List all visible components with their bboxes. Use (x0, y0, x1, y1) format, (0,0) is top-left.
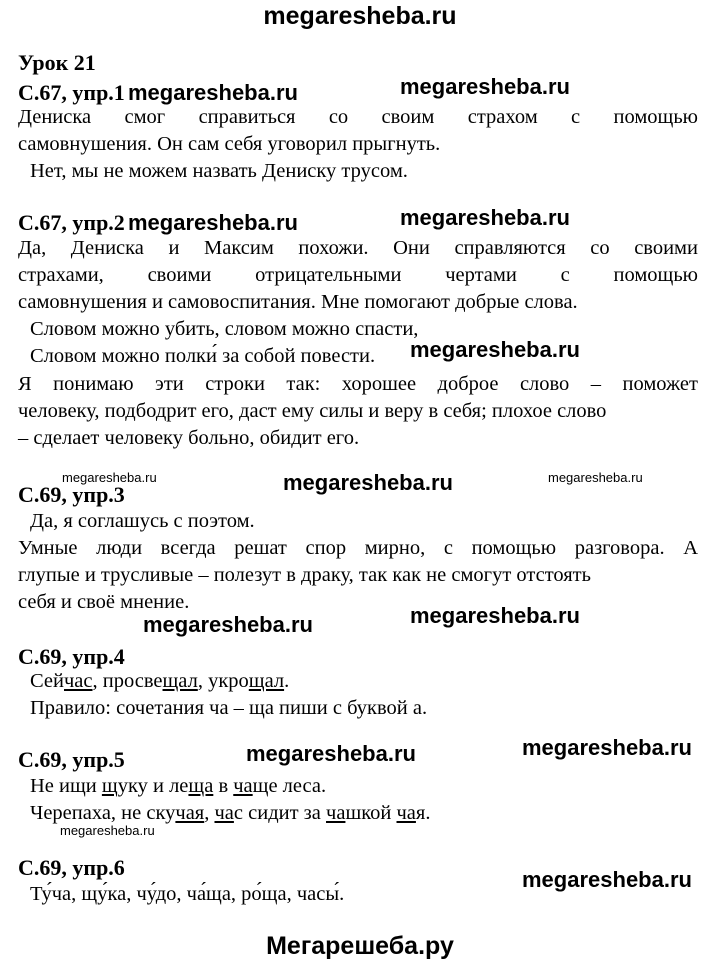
ex5-underlined: ча (396, 802, 416, 824)
ex4-text: , (92, 670, 98, 692)
ex2-line-6 (18, 373, 698, 396)
watermark: megaresheba.ru (522, 867, 692, 892)
ex5-underlined: щ (101, 775, 118, 797)
ex4-text: Сей (30, 670, 64, 692)
ex3-line-2-text: Умные люди всегда решат спор мирно, с помощью разговора. А (18, 537, 698, 559)
ex3-line-3: глупые и трусливые – полезут в драку, так как не смогут отстоять (18, 564, 591, 586)
ex1-line-2: самовнушения. Он сам себя уговорил прыгнуть. (18, 133, 441, 155)
ex5-text: , (204, 802, 215, 824)
ex4-rule: Правило: сочетания ча – ща пиши с буквой а. (30, 697, 428, 719)
ex6-heading: С.69, упр.6 (18, 855, 125, 880)
watermark: megaresheba.ru (400, 205, 570, 230)
lesson-title: Урок 21 (18, 50, 96, 75)
ex2-heading: С.67, упр.2 (18, 210, 125, 235)
watermark: megaresheba.ru (410, 337, 580, 362)
ex2-line-4: Словом можно убить, словом можно спасти, (30, 318, 419, 340)
ex2-line-6-text: Я понимаю эти строки так: хорошее доброе слово – поможет (18, 373, 698, 395)
ex6-line-1: Ту́ча, щу́ка, чу́до, ча́ща, ро́ща, часы́. (30, 883, 345, 905)
ex3-heading: С.69, упр.3 (18, 482, 125, 507)
ex5-heading: С.69, упр.5 (18, 747, 125, 772)
watermark: megaresheba.ru (246, 741, 416, 766)
watermark: megaresheba.ru (60, 823, 155, 838)
ex2-line-2-text: страхами, своими отрицательными чертами с помощью (18, 264, 698, 286)
ex4-underlined: щал (248, 670, 285, 692)
watermark: megaresheba.ru (522, 735, 692, 760)
ex4-text: . (284, 670, 290, 692)
ex5-text: уку и ле (117, 775, 189, 797)
ex4-text: просве (97, 670, 163, 692)
ex2-line-3: самовнушения и самовоспитания. Мне помогают добрые слова. (18, 291, 578, 313)
ex5-underlined: ча (326, 802, 346, 824)
ex4-text: укро (202, 670, 249, 692)
ex3-line-2 (18, 537, 698, 560)
watermark: megaresheba.ru (143, 612, 313, 637)
ex4-underlined: щал (162, 670, 198, 692)
ex5-text: я. (415, 802, 431, 824)
watermark: megaresheba.ru (128, 210, 298, 235)
ex2-line-2 (18, 264, 698, 287)
ex3-line-4: себя и своё мнение. (18, 591, 190, 613)
watermark: megaresheba.ru (400, 74, 570, 99)
watermark: megaresheba.ru (283, 470, 453, 495)
ex5-text: с сидит за (233, 802, 327, 824)
ex2-line-8: – сделает человеку больно, обидит его. (18, 427, 360, 449)
ex1-line-1-text: Дениска смог справиться со своим страхом с помощью (18, 106, 698, 128)
ex3-line-1: Да, я соглашусь с поэтом. (30, 510, 255, 532)
ex4-underlined: час (64, 670, 93, 692)
ex4-text: , (197, 670, 203, 692)
ex5-line-1 (30, 775, 326, 798)
ex2-line-7: человеку, подбодрит его, даст ему силы и веру в себя; плохое слово (18, 400, 607, 422)
ex5-underlined: чая (175, 802, 205, 824)
ex5-text: Черепаха, не ску (30, 802, 176, 824)
watermark: megaresheba.ru (62, 470, 157, 485)
ex4-words-line (30, 670, 289, 693)
ex2-line-1 (18, 237, 698, 260)
site-footer: Мегарешеба.ру (266, 932, 454, 960)
ex4-heading: С.69, упр.4 (18, 644, 125, 669)
ex5-text: ще леса. (252, 775, 327, 797)
ex5-underlined: ча (214, 802, 234, 824)
ex5-line-2 (30, 802, 430, 825)
site-header: megaresheba.ru (263, 2, 457, 30)
ex2-line-1-text: Да, Дениска и Максим похожи. Они справляются со своими (18, 237, 698, 259)
watermark: megaresheba.ru (128, 80, 298, 105)
watermark: megaresheba.ru (410, 603, 580, 628)
ex1-line-1 (18, 106, 698, 129)
ex2-line-5: Словом можно полки́ за собой повести. (30, 345, 376, 367)
ex5-underlined: ча (233, 775, 253, 797)
watermark: megaresheba.ru (548, 470, 643, 485)
ex1-heading: С.67, упр.1 (18, 80, 125, 105)
ex5-text: в (213, 775, 234, 797)
ex5-text: Не ищи (30, 775, 102, 797)
ex5-text: шкой (345, 802, 397, 824)
ex5-underlined: ща (188, 775, 214, 797)
ex1-line-3: Нет, мы не можем назвать Дениску трусом. (30, 160, 408, 182)
